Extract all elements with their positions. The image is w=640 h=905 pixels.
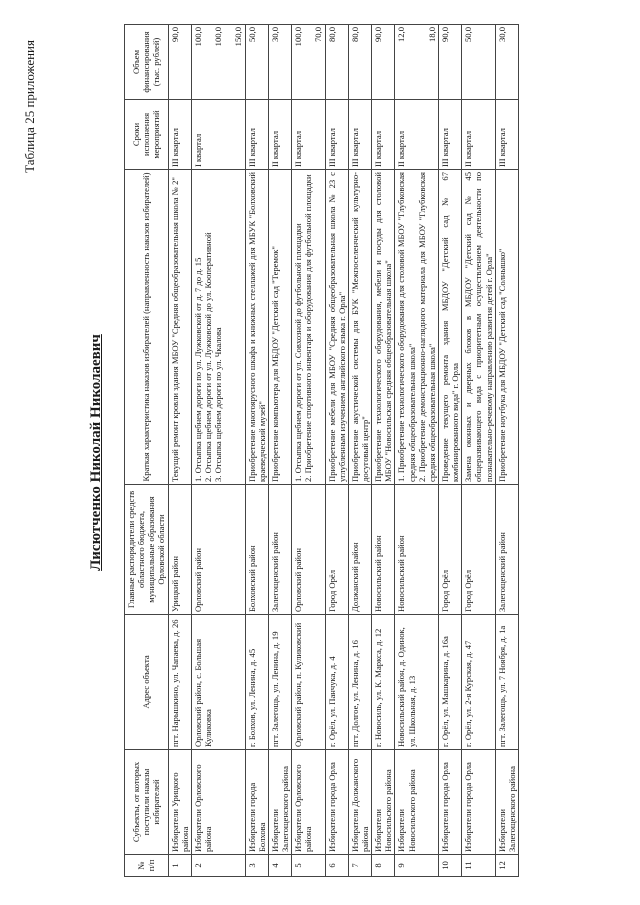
row-recipient: Болховский район — [245, 485, 268, 615]
row-amount: 100,0 70,0 — [292, 25, 325, 100]
row-recipient: Город Орёл — [462, 485, 495, 615]
row-description: Текущий ремонт кровли здания МБОУ "Средняя общеобразовательная школа № 2" — [168, 170, 191, 485]
row-recipient: Новосильский район — [395, 485, 439, 615]
row-amount: 80,0 — [325, 25, 348, 100]
row-num: 6 — [325, 855, 348, 877]
row-term: III квартал — [325, 100, 348, 170]
row-description: 1. Отсыпка щебнем дороги от ул. Совхозной до футбольной площадки 2. Приобретение спортивного инвентаря и оборудования для футбольной площадки — [292, 170, 325, 485]
header-term: Сроки исполнения мероприятий — [125, 100, 169, 170]
row-num: 4 — [268, 855, 291, 877]
row-num: 10 — [438, 855, 461, 877]
header-description: Краткая характеристика наказов избирателей (направленность наказов избирателей) — [125, 170, 169, 485]
row-address: пгт. Залегощь, ул. 7 Ноября, д. 1а — [495, 615, 518, 750]
row-num: 2 — [191, 855, 245, 877]
row-subject: Избиратели города Орла — [325, 750, 348, 855]
row-amount: 100,0 100,0 150,0 — [191, 25, 245, 100]
row-term: I квартал — [191, 100, 245, 170]
row-term: III квартал — [348, 100, 371, 170]
row-description: Приобретение ноутбука для МБДОУ "Детский сад "Солнышко" — [495, 170, 518, 485]
row-amount: 90,0 — [372, 25, 395, 100]
row-address: Орловский район, п. Куликовский — [292, 615, 325, 750]
header-subject: Субъекты, от которых поступили наказы избирателей — [125, 750, 169, 855]
row-term: II квартал — [395, 100, 439, 170]
row-subject: Избиратели города Болхова — [245, 750, 268, 855]
row-term: II квартал — [462, 100, 495, 170]
table-caption: Таблица 25 приложения — [22, 40, 37, 173]
row-address: пгт. Залегощь, ул. Ленина, д. 19 — [268, 615, 291, 750]
row-description: Приобретение компьютера для МБДОУ "Детский сад "Теремок" — [268, 170, 291, 485]
row-amount: 12,0 18,0 — [395, 25, 439, 100]
row-term: II квартал — [268, 100, 291, 170]
table-header-row — [125, 25, 169, 877]
header-amount: Объем финансирования (тыс. рублей) — [125, 25, 169, 100]
row-address: пгт. Долгое, ул. Ленина, д. 16 — [348, 615, 371, 750]
row-description: 1. Отсыпка щебнем дороги по ул. Лужковской от д. 7 до д. 15 2. Отсыпка щебнем дороги от ул. Лужковской до ул. Кооперативной 3. Отсыпка щебнем дороги по ул. Чкалова — [191, 170, 245, 485]
row-term: III квартал — [438, 100, 461, 170]
table-row — [462, 25, 495, 877]
row-recipient: Орловский район — [191, 485, 245, 615]
row-num: 5 — [292, 855, 325, 877]
row-subject: Избиратели города Орла — [438, 750, 461, 855]
row-num: 9 — [395, 855, 439, 877]
row-address: г. Орёл, ул. Панчука, д. 4 — [325, 615, 348, 750]
row-recipient: Залегощенский район — [495, 485, 518, 615]
row-subject: Избиратели Залегощенского района — [268, 750, 291, 855]
row-term: III квартал — [245, 100, 268, 170]
row-num: 8 — [372, 855, 395, 877]
row-description: 1. Приобретение технологического оборудования для столовой МБОУ "Глубковская средняя общеобразовательная школа" 2. Приобретение демонстрационно-наглядного материала для МБОУ "Глубковская средняя общеобразовательная школа" — [395, 170, 439, 485]
row-amount: 90,0 — [168, 25, 191, 100]
row-amount: 30,0 — [268, 25, 291, 100]
row-recipient: Город Орёл — [438, 485, 461, 615]
row-subject: Избиратели Должанского района — [348, 750, 371, 855]
row-term: III квартал — [495, 100, 518, 170]
table-row — [495, 25, 518, 877]
row-description: Приобретение акустической системы для БУК "Межпоселенческий культурно-досуговый центр" — [348, 170, 371, 485]
row-address: г. Новосиль, ул. К. Маркса, д. 12 — [372, 615, 395, 750]
document-title: Лисютченко Николай Николаевич — [88, 334, 104, 571]
row-subject: Избиратели Орловского района — [191, 750, 245, 855]
row-subject: Избиратели Новосильского района — [395, 750, 439, 855]
row-address: г. Орёл, ул. 2-я Курская, д. 47 — [462, 615, 495, 750]
row-address: Новосильский район, д. Одинок, ул. Школьная, д. 13 — [395, 615, 439, 750]
row-subject: Избиратели Залегощенского района — [495, 750, 518, 855]
row-term: III квартал — [168, 100, 191, 170]
row-amount: 50,0 — [245, 25, 268, 100]
row-amount: 80,0 — [348, 25, 371, 100]
row-subject: Избиратели Орловского района — [292, 750, 325, 855]
header-recipient: Главные распорядители средств областного бюджета, муниципальные образования Орловской области — [125, 485, 169, 615]
row-amount: 90,0 — [438, 25, 461, 100]
row-description: Приобретение технологического оборудования, мебели и посуды для столовой МБОУ "Новосильская средняя общеобразовательная школа" — [372, 170, 395, 485]
row-recipient: Город Орёл — [325, 485, 348, 615]
row-address: г. Орёл, ул. Машкарина, д. 16а — [438, 615, 461, 750]
row-recipient: Урицкий район — [168, 485, 191, 615]
row-num: 3 — [245, 855, 268, 877]
table-row — [191, 25, 245, 877]
row-num: 12 — [495, 855, 518, 877]
header-num: № п/п — [125, 855, 169, 877]
row-num: 7 — [348, 855, 371, 877]
row-recipient: Новосильский район — [372, 485, 395, 615]
table-row — [325, 25, 348, 877]
row-subject: Избиратели Урицкого района — [168, 750, 191, 855]
table-row — [348, 25, 371, 877]
row-subject: Избиратели Новосильского района — [372, 750, 395, 855]
row-amount: 30,0 — [495, 25, 518, 100]
table-row — [292, 25, 325, 877]
table-row — [245, 25, 268, 877]
row-recipient: Орловский район — [292, 485, 325, 615]
row-address: Орловский район, с. Большая Куликовка — [191, 615, 245, 750]
row-term: II квартал — [292, 100, 325, 170]
row-address: г. Болхов, ул. Ленина, д. 45 — [245, 615, 268, 750]
table-row — [168, 25, 191, 877]
table-row — [438, 25, 461, 877]
row-description: Приобретение мебели для МБОУ "Средняя общеобразовательная школа № 23 с углубленным изучением английского языка г. Орла" — [325, 170, 348, 485]
row-recipient: Залегощенский район — [268, 485, 291, 615]
row-subject: Избиратели города Орла — [462, 750, 495, 855]
row-term: II квартал — [372, 100, 395, 170]
row-description: Проведение текущего ремонта здания МБДОУ "Детский сад № 67 комбинированного вида" г. Орла — [438, 170, 461, 485]
row-num: 1 — [168, 855, 191, 877]
table-row — [372, 25, 395, 877]
row-recipient: Должанский район — [348, 485, 371, 615]
row-num: 11 — [462, 855, 495, 877]
row-description: Замена оконных и дверных блоков в МБДОУ "Детский сад № 45 общеразвивающего вида с приоритетным осуществлением деятельности по познавательно-речевому направлению развития детей г. Орла" — [462, 170, 495, 485]
row-description: Приобретение многоярусного шкафа и книжных стеллажей для МБУК "Болховский краеведческий музей" — [245, 170, 268, 485]
row-address: пгт. Нарышкино, ул. Чапаева, д. 26 — [168, 615, 191, 750]
table-row — [268, 25, 291, 877]
table-row — [395, 25, 439, 877]
row-amount: 50,0 — [462, 25, 495, 100]
header-address: Адрес объекта — [125, 615, 169, 750]
orders-table — [124, 24, 519, 877]
